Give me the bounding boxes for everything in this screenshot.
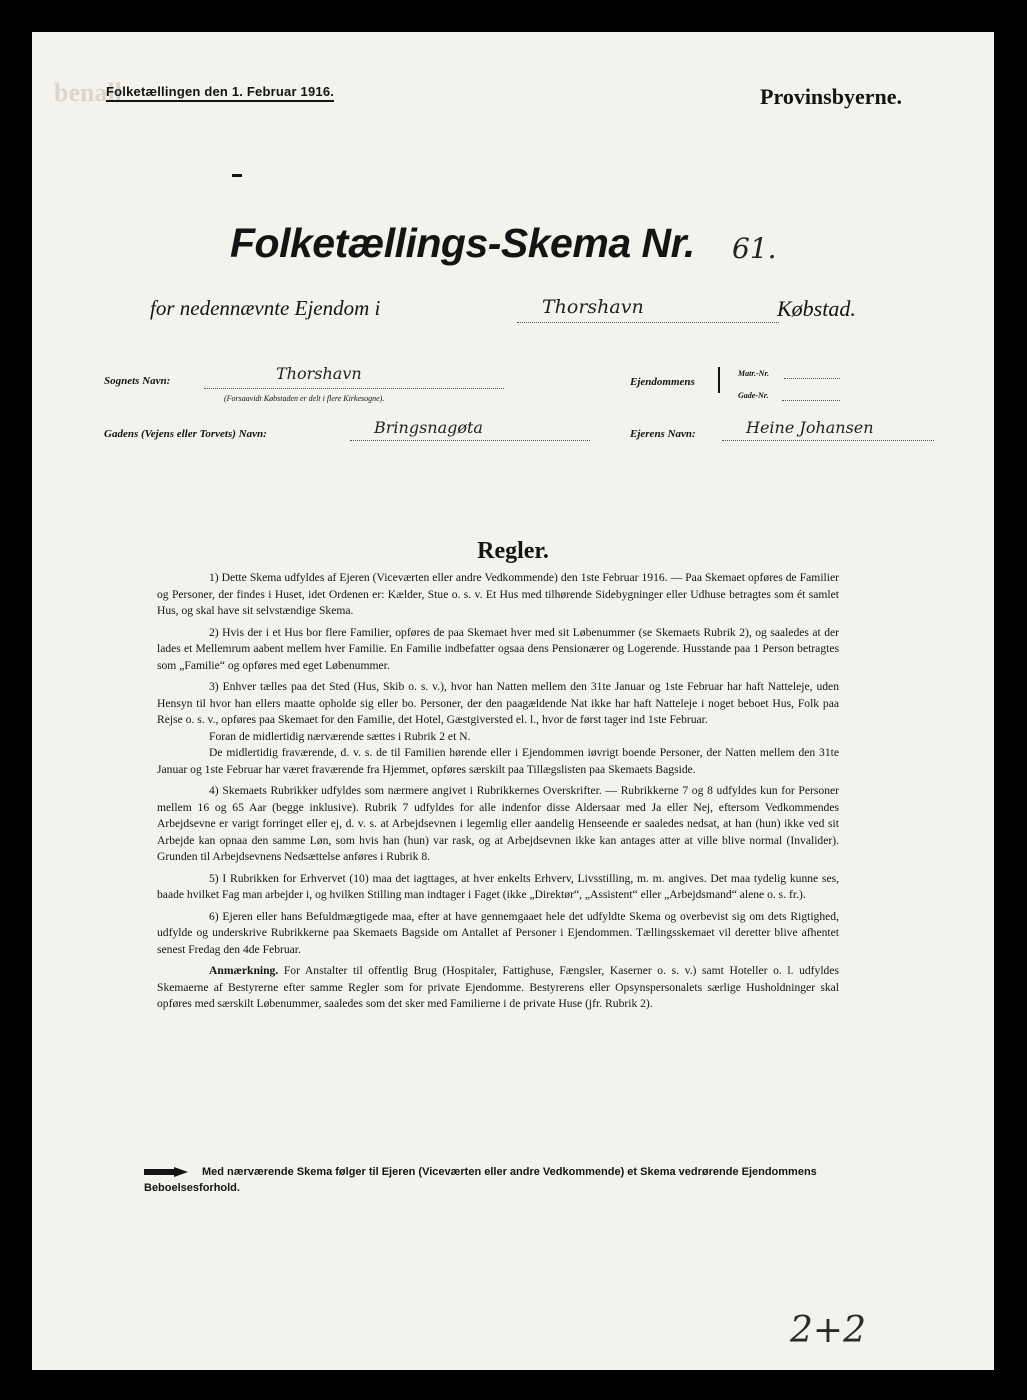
rule-3-temporary-absent: De midlertidig fraværende, d. v. s. de til Familien hørende eller i Ejendommen iøvrigt boende Personer, der Natten mellem den 31te Januar og 1ste Februar har været fraværende fra Hjemmet, opføres særskilt paa Tillægslisten paa Skemaets Bagside. [157,746,839,776]
property-brace [718,367,720,393]
note-text: For Anstalter til offentlig Brug (Hospitaler, Fattighuse, Fængsler, Kaserner o. s. v.) samt Hoteller o. l. udfyldes Skemaerne af Bestyrerne efter samme Regler som for private Ejendomme. Bestyrerens eller Opsynspersonalets særlige Husholdninger skal opføres med særskilt Løbenummer, saaledes som det sker med Familierne i de private Huse (jfr. Rubrik 2). [157,964,839,1010]
form-number-handwritten: 61. [732,232,777,265]
parish-note: (Forsaavidt Købstaden er delt i flere Kirkesogne). [224,394,385,403]
parish-dotted-line [204,388,504,389]
owner-label: Ejerens Navn: [630,428,696,440]
form-title: Folketællings-Skema Nr. [230,220,695,266]
rule-4: 4) Skemaets Rubrikker udfyldes som nærmere angivet i Rubrikkernes Overskrifter. — Rubrikkerne 7 og 8 udfyldes kun for Personer mellem 16 og 65 Aar (begge inklusive). Rubrik 7 udfyldes for alle indenfor disse Aldersaar med Ja eller Nej, eftersom Vedkommendes Arbejdsevne er varigt forringet eller ej, d. v. s. at Arbejdsevnen i legemlig eller aandelig Henseende er saaledes nedsat, at han (hun) ikke ved sit Arbejde kan opnaa den samme Løn, som hvis han (hun) var rask, og at Arbejdsevnen ikke kan antages atter at ville blive normal (Invalider). Grunden til Arbejdsevnens Nedsættelse anføres i Rubrik 8. [157,784,839,863]
gade-dotted-line [782,400,840,401]
gade-label: Gade-Nr. [738,391,769,400]
note-label: Anmærkning. [209,964,279,977]
street-value: Bringsnagøta [374,418,483,437]
province-heading: Provinsbyerne. [760,84,902,109]
matr-dotted-line [784,378,840,379]
city-handwritten: Thorshavn [542,296,644,318]
census-date-tag: Folketællingen den 1. Februar 1916. [106,84,334,102]
rule-2: 2) Hvis der i et Hus bor flere Familier, opføres de paa Skemaet hver med sit Løbenummer (se Skemaets Rubrik 2), og saaledes at der lades et Mellemrum aabent mellem hver Familie. En Familie indbefatter ogsaa dens Pensionærer og Logerende. Husstande paa 1 Person betragtes som „Familie“ og opføres med eget Løbenummer. [157,625,839,672]
property-label: Ejendommens [630,376,695,388]
rule-5: 5) I Rubrikken for Erhvervet (10) maa det iagttages, at hver enkelts Erhverv, Livsstilling, m. m. angives. Det maa tydelig kunne ses, baade hvilket Fag man arbejder i, og hvilken Stilling man indtager i Faget (ikke „Direktør“, „Assistent“ eller „Arbejdsmand“ alene o. s. fr.). [157,871,839,901]
parish-value: Thorshavn [276,364,362,383]
rules-body [157,570,839,1018]
rule-3-temporary-present: Foran de midlertidig nærværende sættes i Rubrik 2 et N. [209,729,471,743]
footer-notice [144,1164,844,1196]
city-dotted-line [517,322,779,323]
owner-dotted-line [722,440,934,441]
pointing-hand-icon [144,1167,190,1178]
footer-text: Med nærværende Skema følger til Ejeren (Viceværten eller andre Vedkommende) et Skema vedrørende Ejendommens Beboelsesforhold. [144,1166,817,1194]
parish-label: Sognets Navn: [104,375,171,387]
rule-6: 6) Ejeren eller hans Befuldmægtigede maa, efter at have gennemgaaet hele det udfyldte Skema og overbevist sig om dets Rigtighed, udfylde og underskrive Rubrikkerne paa Skemaets Bagside om Antallet af Personer i Ejendommen. Tællingsskemaet vil deretter blive afhentet senest Fredag den 4de Februar. [157,909,839,956]
census-form-page [32,32,994,1370]
rules-title: Regler. [477,538,549,564]
subtitle-suffix: Købstad. [777,296,856,321]
sheet-mark-handwritten: 2+2 [790,1310,866,1351]
owner-value: Heine Johansen [746,418,874,437]
printer-mark [232,174,242,177]
matr-label: Matr.-Nr. [738,369,770,378]
form-subtitle: for nedennævnte Ejendom i [150,296,381,320]
rule-3: 3) Enhver tælles paa det Sted (Hus, Skib o. s. v.), hvor han Natten mellem den 31te Januar og 1ste Februar har haft Natteleje, uden Hensyn til hvor han ellers maatte opholde sig eller bo. Personer, der den paagældende Nat ikke har haft Natteleje i noget beboet Hus, Folk paa Rejse o. s. v., opføres paa Skemaet for den Familie, det Hotel, Gæstgiversted el. l., hvor de først tager ind 1ste Februar. [157,680,839,726]
bleed-through-stamp: benall [54,78,122,107]
street-label: Gadens (Vejens eller Torvets) Navn: [104,428,267,440]
rule-1: 1) Dette Skema udfyldes af Ejeren (Viceværten eller andre Vedkommende) den 1ste Februar 1916. — Paa Skemaet opføres de Familier og Personer, der findes i Huset, idet Ordenen er: Kælder, Stue o. s. v. Et Hus med tilhørende Sidebygninger eller Udhuse betragtes som ét samlet Hus, og skal have sit selvstændige Skema. [157,571,839,617]
street-dotted-line [350,440,590,441]
rules-note [157,963,839,1013]
